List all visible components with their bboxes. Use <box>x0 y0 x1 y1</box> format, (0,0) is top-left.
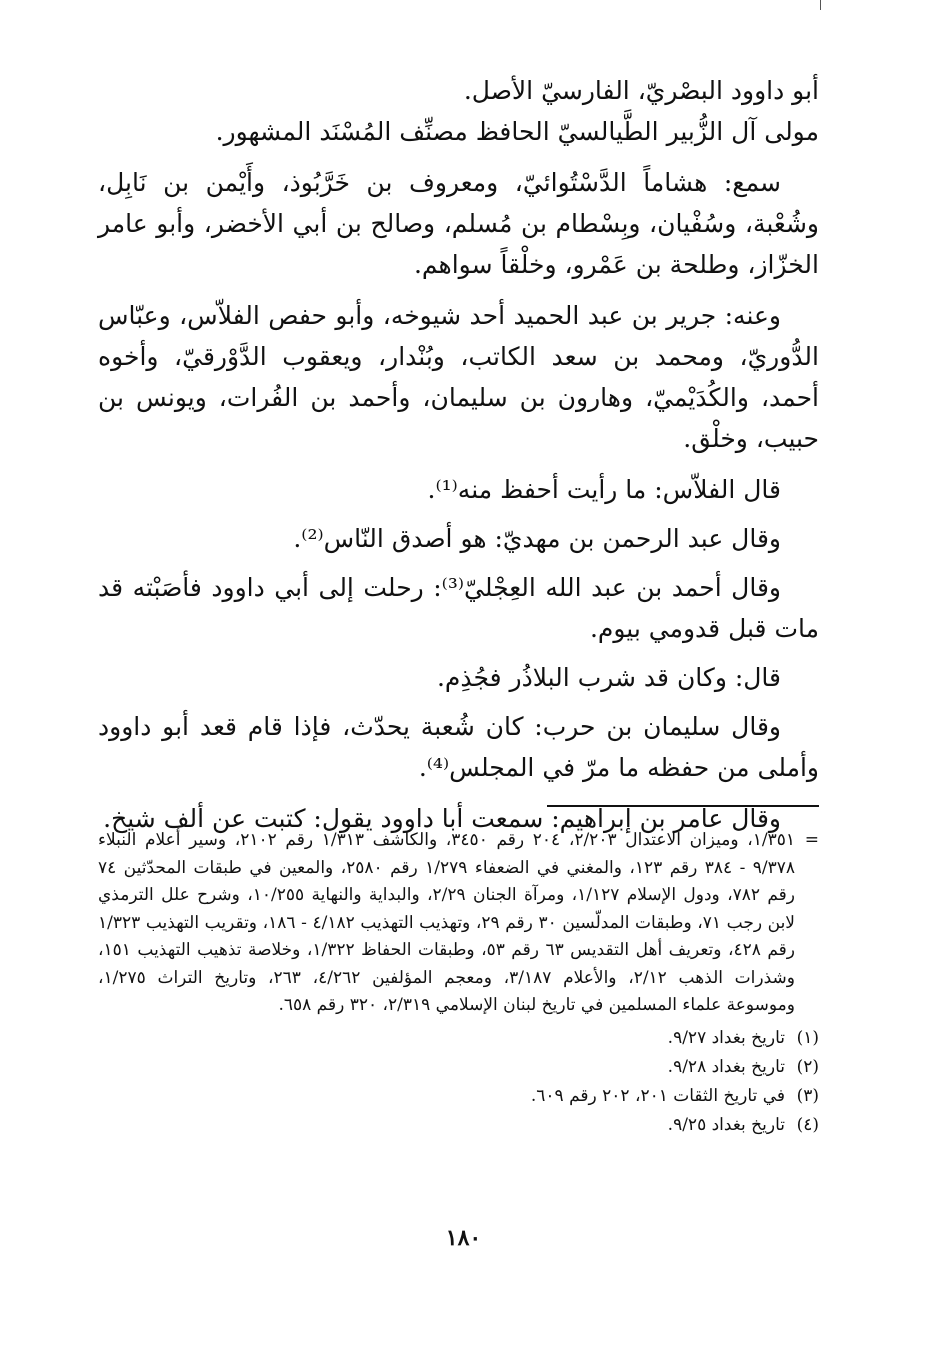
footnote-item <box>98 1111 819 1140</box>
page-number: ١٨٠ <box>445 1225 482 1251</box>
scan-mark <box>820 0 821 10</box>
footnote-number: (٣) <box>796 1085 819 1106</box>
intro-line-1: أبو داوود البصْريّ، الفارسيّ الأصل. <box>463 76 819 105</box>
footnote-item <box>98 1024 819 1053</box>
footnote-separator <box>547 805 819 807</box>
footnote-number: (٢) <box>796 1056 819 1077</box>
footnote-text: تاريخ بغداد ٩/٢٥. <box>667 1114 785 1135</box>
footnote-item <box>98 1053 819 1082</box>
biography-intro <box>98 70 819 152</box>
footnote-text: في تاريخ الثقات ٢٠١، ٢٠٢ رقم ٦٠٩. <box>530 1085 785 1106</box>
footnote-text: تاريخ بغداد ٩/٢٨. <box>667 1056 785 1077</box>
footnote-item <box>98 1082 819 1111</box>
quote-sulayman-ibn-harb: وقال سليمان بن حرب: كان شُعبة يحدّث، فإذا قام قعد أبو داوود وأملى من حفظه ما مرّ في المجلس⁽⁴⁾. <box>98 712 819 782</box>
quote-fallas: قال الفلاّس: ما رأيت أحفظ منه⁽¹⁾. <box>427 475 781 504</box>
footnote-number: (١) <box>796 1027 819 1048</box>
continuation-mark: = <box>804 830 819 850</box>
quote-ijli: وقال أحمد بن عبد الله العِجْليّ⁽³⁾: رحلت إلى أبي داوود فأصَبْته قد مات قبل قدومي بيوم. <box>98 573 819 643</box>
quote-balazur: قال: وكان قد شرب البلاذُر فجُذِم. <box>436 663 781 692</box>
footnote-list <box>98 1024 819 1140</box>
main-text <box>98 70 819 847</box>
footnotes <box>98 827 819 1140</box>
footnote-continuation-text: ١/٣٥١، وميزان الاعتدال ٢/٢٠٣، ٢٠٤ رقم ٣٤٥٠، والكاشف ١/٣١٣ رقم ٢١٠٢، وسير أعلام النبلاء ٩/٣٧٨ - ٣٨٤ رقم ١٢٣، والمغني في الضعفاء ١/٢٧٩ رقم ٢٥٨٠، والمعين في طبقات المحدّثين ٧٤ رقم ٧٨٢، ودول الإسلام ١/١٢٧، ومرآة الجنان ٢/٢٩، والبداية والنهاية ١٠/٢٥٥، وشرح علل الترمذي لابن رجب ٧١، وطبقات المدلّسين ٣٠ رقم ٢٩، وتهذيب التهذيب ٤/١٨٢ - ١٨٦، وتقريب التهذيب ١/٣٢٣ رقم ٤٢٨، وتعريف أهل التقديس ٦٣ رقم ٥٣، وطبقات الحفاظ ١/٣٢٢، وخلاصة تذهيب التهذيب ١٥١، وشذرات الذهب ٢/١٢، والأعلام ٣/١٨٧، ومعجم المؤلفين ٤/٢٦٢، ٢٦٣، وتاريخ التراث ١/٢٧٥، وموسوعة علماء المسلمين في تاريخ لبنان الإسلامي ٢/٣١٩، ٣٢٠ رقم ٦٥٨. <box>98 830 796 1015</box>
intro-line-2: مولى آل الزُّبير الطَّيالسيّ الحافظ مصنِّف المُسْنَد المشهور. <box>215 117 819 146</box>
paragraph-students: وعنه: جرير بن عبد الحميد أحد شيوخه، وأبو حفص الفلاّس، وعبّاس الدُّوريّ، ومحمد بن سعد الكاتب، وبُنْدار، ويعقوب الدَّوْرقيّ، وأخوه أحمد، والكُدَيْميّ، وهارون بن سليمان، وأحمد بن الفُرات، ويونس بن حبيب، وخلْق. <box>98 301 819 453</box>
quote-ibn-mahdi: وقال عبد الرحمن بن مهديّ: هو أصدق النّاس⁽²⁾. <box>293 524 781 553</box>
footnote-continuation <box>98 827 819 1020</box>
quote-amir-ibn-ibrahim: وقال عامر بن إبراهيم: سمعت أبا داوود يقول: كتبت عن ألف شيخ. <box>103 804 781 833</box>
footnote-text: تاريخ بغداد ٩/٢٧. <box>667 1027 785 1048</box>
footnote-number: (٤) <box>796 1114 819 1135</box>
paragraph-teachers: سمع: هشاماً الدَّسْتُوائيّ، ومعروف بن خَرَّبُوذ، وأَيْمن بن نَابِل، وشُعْبة، وسُفْيان، وبِسْطام بن مُسلم، وصالح بن أبي الأخضر، وأبو عامر الخزّاز، وطلحة بن عَمْرو، وخلْقاً سواهم. <box>98 168 819 279</box>
